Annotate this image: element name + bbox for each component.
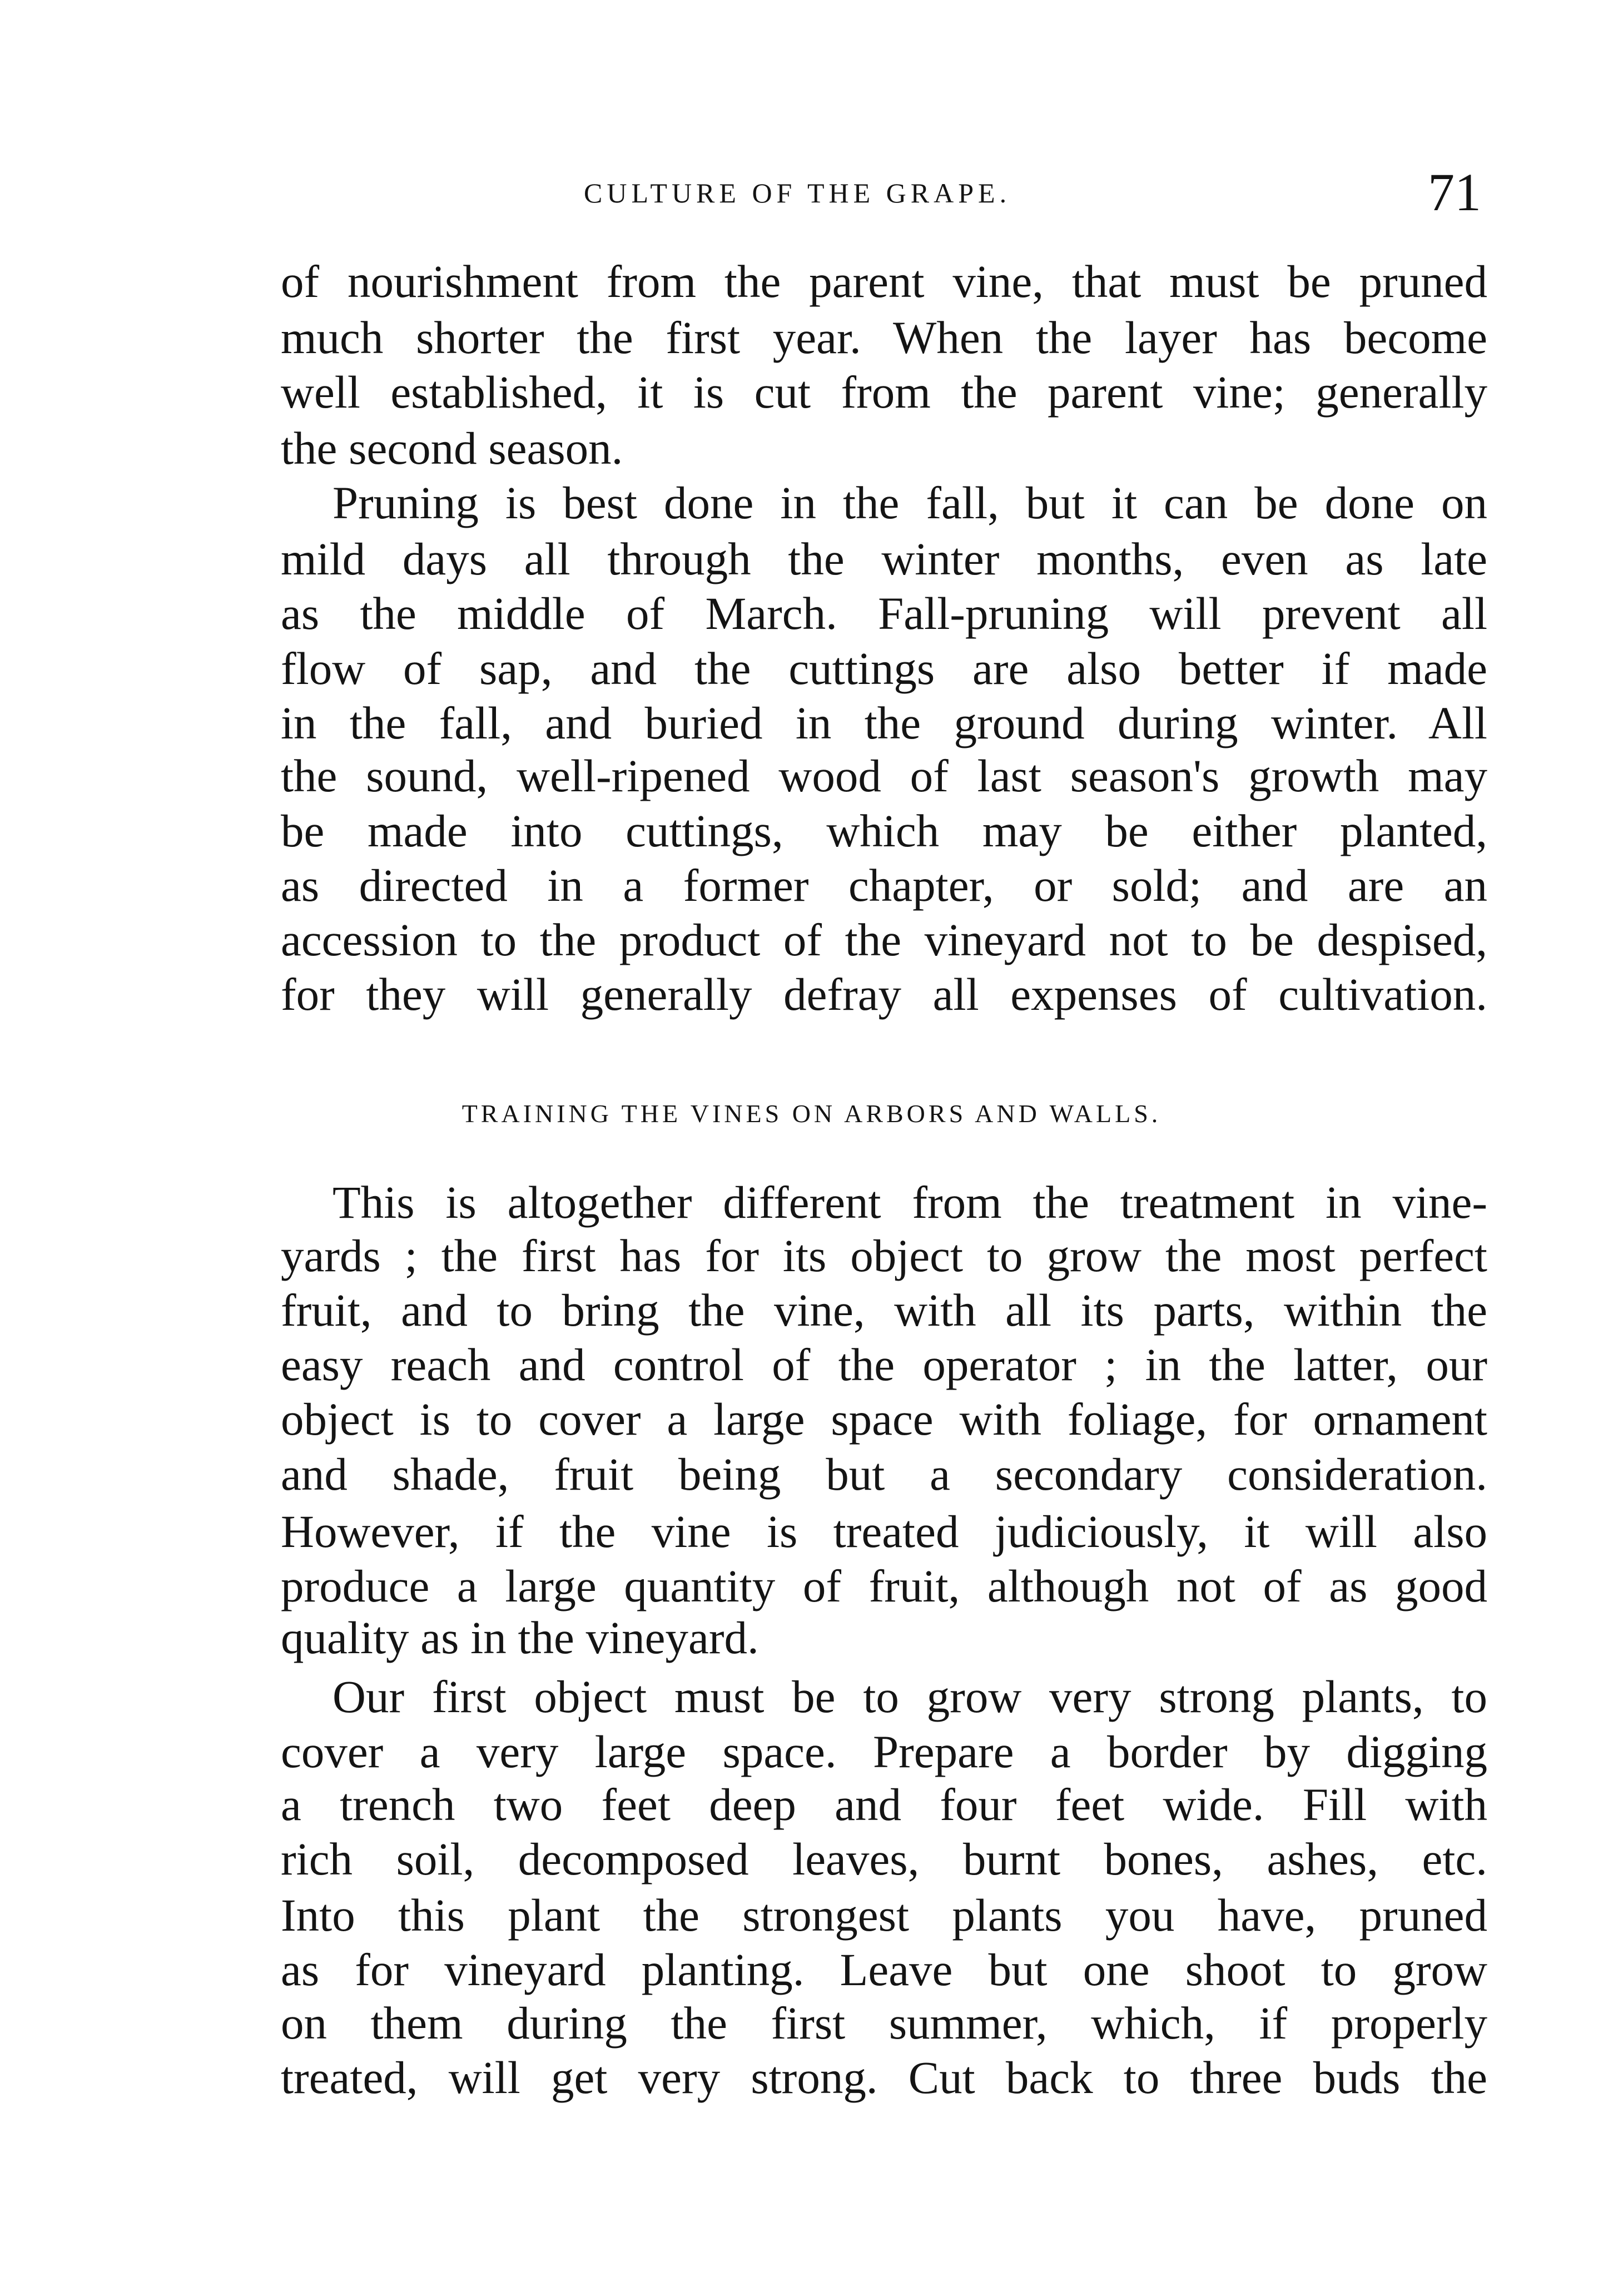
text-line: as for vineyard planting. Leave but one shoot to grow — [281, 1944, 1487, 1995]
text-line: produce a large quantity of fruit, although not of as good — [281, 1560, 1487, 1611]
text-line: be made into cuttings, which may be either planted, — [281, 805, 1487, 856]
text-line: the sound, well-ripened wood of last season's growth may — [281, 750, 1487, 801]
text-line: object is to cover a large space with foliage, for ornament — [281, 1394, 1487, 1445]
text-line: cover a very large space. Prepare a border by digging — [281, 1726, 1487, 1777]
text-line: well established, it is cut from the parent vine; generally — [281, 366, 1487, 418]
section-heading: TRAINING THE VINES ON ARBORS AND WALLS. — [461, 1099, 1162, 1128]
text-line: This is altogether different from the treatment in vine- — [332, 1177, 1487, 1228]
text-line: a trench two feet deep and four feet wide. Fill with — [281, 1779, 1487, 1830]
text-line: However, if the vine is treated judiciously, it will also — [281, 1506, 1487, 1557]
text-line: for they will generally defray all expenses of cultivation. — [281, 969, 1487, 1020]
page-number: 71 — [1428, 162, 1481, 222]
text-line: of nourishment from the parent vine, that must be pruned — [281, 256, 1487, 307]
text-line: yards ; the first has for its object to grow the most perfect — [281, 1230, 1487, 1281]
text-line: treated, will get very strong. Cut back to three buds the — [281, 2052, 1487, 2103]
text-line: Our first object must be to grow very strong plants, to — [332, 1671, 1487, 1722]
text-line: in the fall, and buried in the ground during winter. All — [281, 697, 1487, 748]
text-line: fruit, and to bring the vine, with all its parts, within the — [281, 1285, 1487, 1336]
text-line: quality as in the vineyard. — [281, 1612, 759, 1663]
text-line: as the middle of March. Fall-pruning will prevent all — [281, 588, 1487, 639]
text-line: much shorter the first year. When the layer has become — [281, 312, 1487, 363]
text-line: flow of sap, and the cuttings are also better if made — [281, 643, 1487, 694]
text-line: easy reach and control of the operator ; in the latter, our — [281, 1339, 1487, 1390]
text-line: as directed in a former chapter, or sold; and are an — [281, 860, 1487, 911]
running-title: CULTURE OF THE GRAPE. — [584, 177, 1011, 209]
text-line: the second season. — [281, 423, 623, 474]
text-line: mild days all through the winter months, even as late — [281, 533, 1487, 584]
text-line: and shade, fruit being but a secondary consideration. — [281, 1449, 1487, 1500]
text-line: Into this plant the strongest plants you have, pruned — [281, 1890, 1487, 1941]
text-line: accession to the product of the vineyard not to be despised, — [281, 914, 1487, 965]
text-line: Pruning is best done in the fall, but it can be done on — [332, 477, 1487, 528]
text-line: rich soil, decomposed leaves, burnt bones, ashes, etc. — [281, 1833, 1487, 1885]
text-line: on them during the first summer, which, if properly — [281, 1997, 1487, 2049]
